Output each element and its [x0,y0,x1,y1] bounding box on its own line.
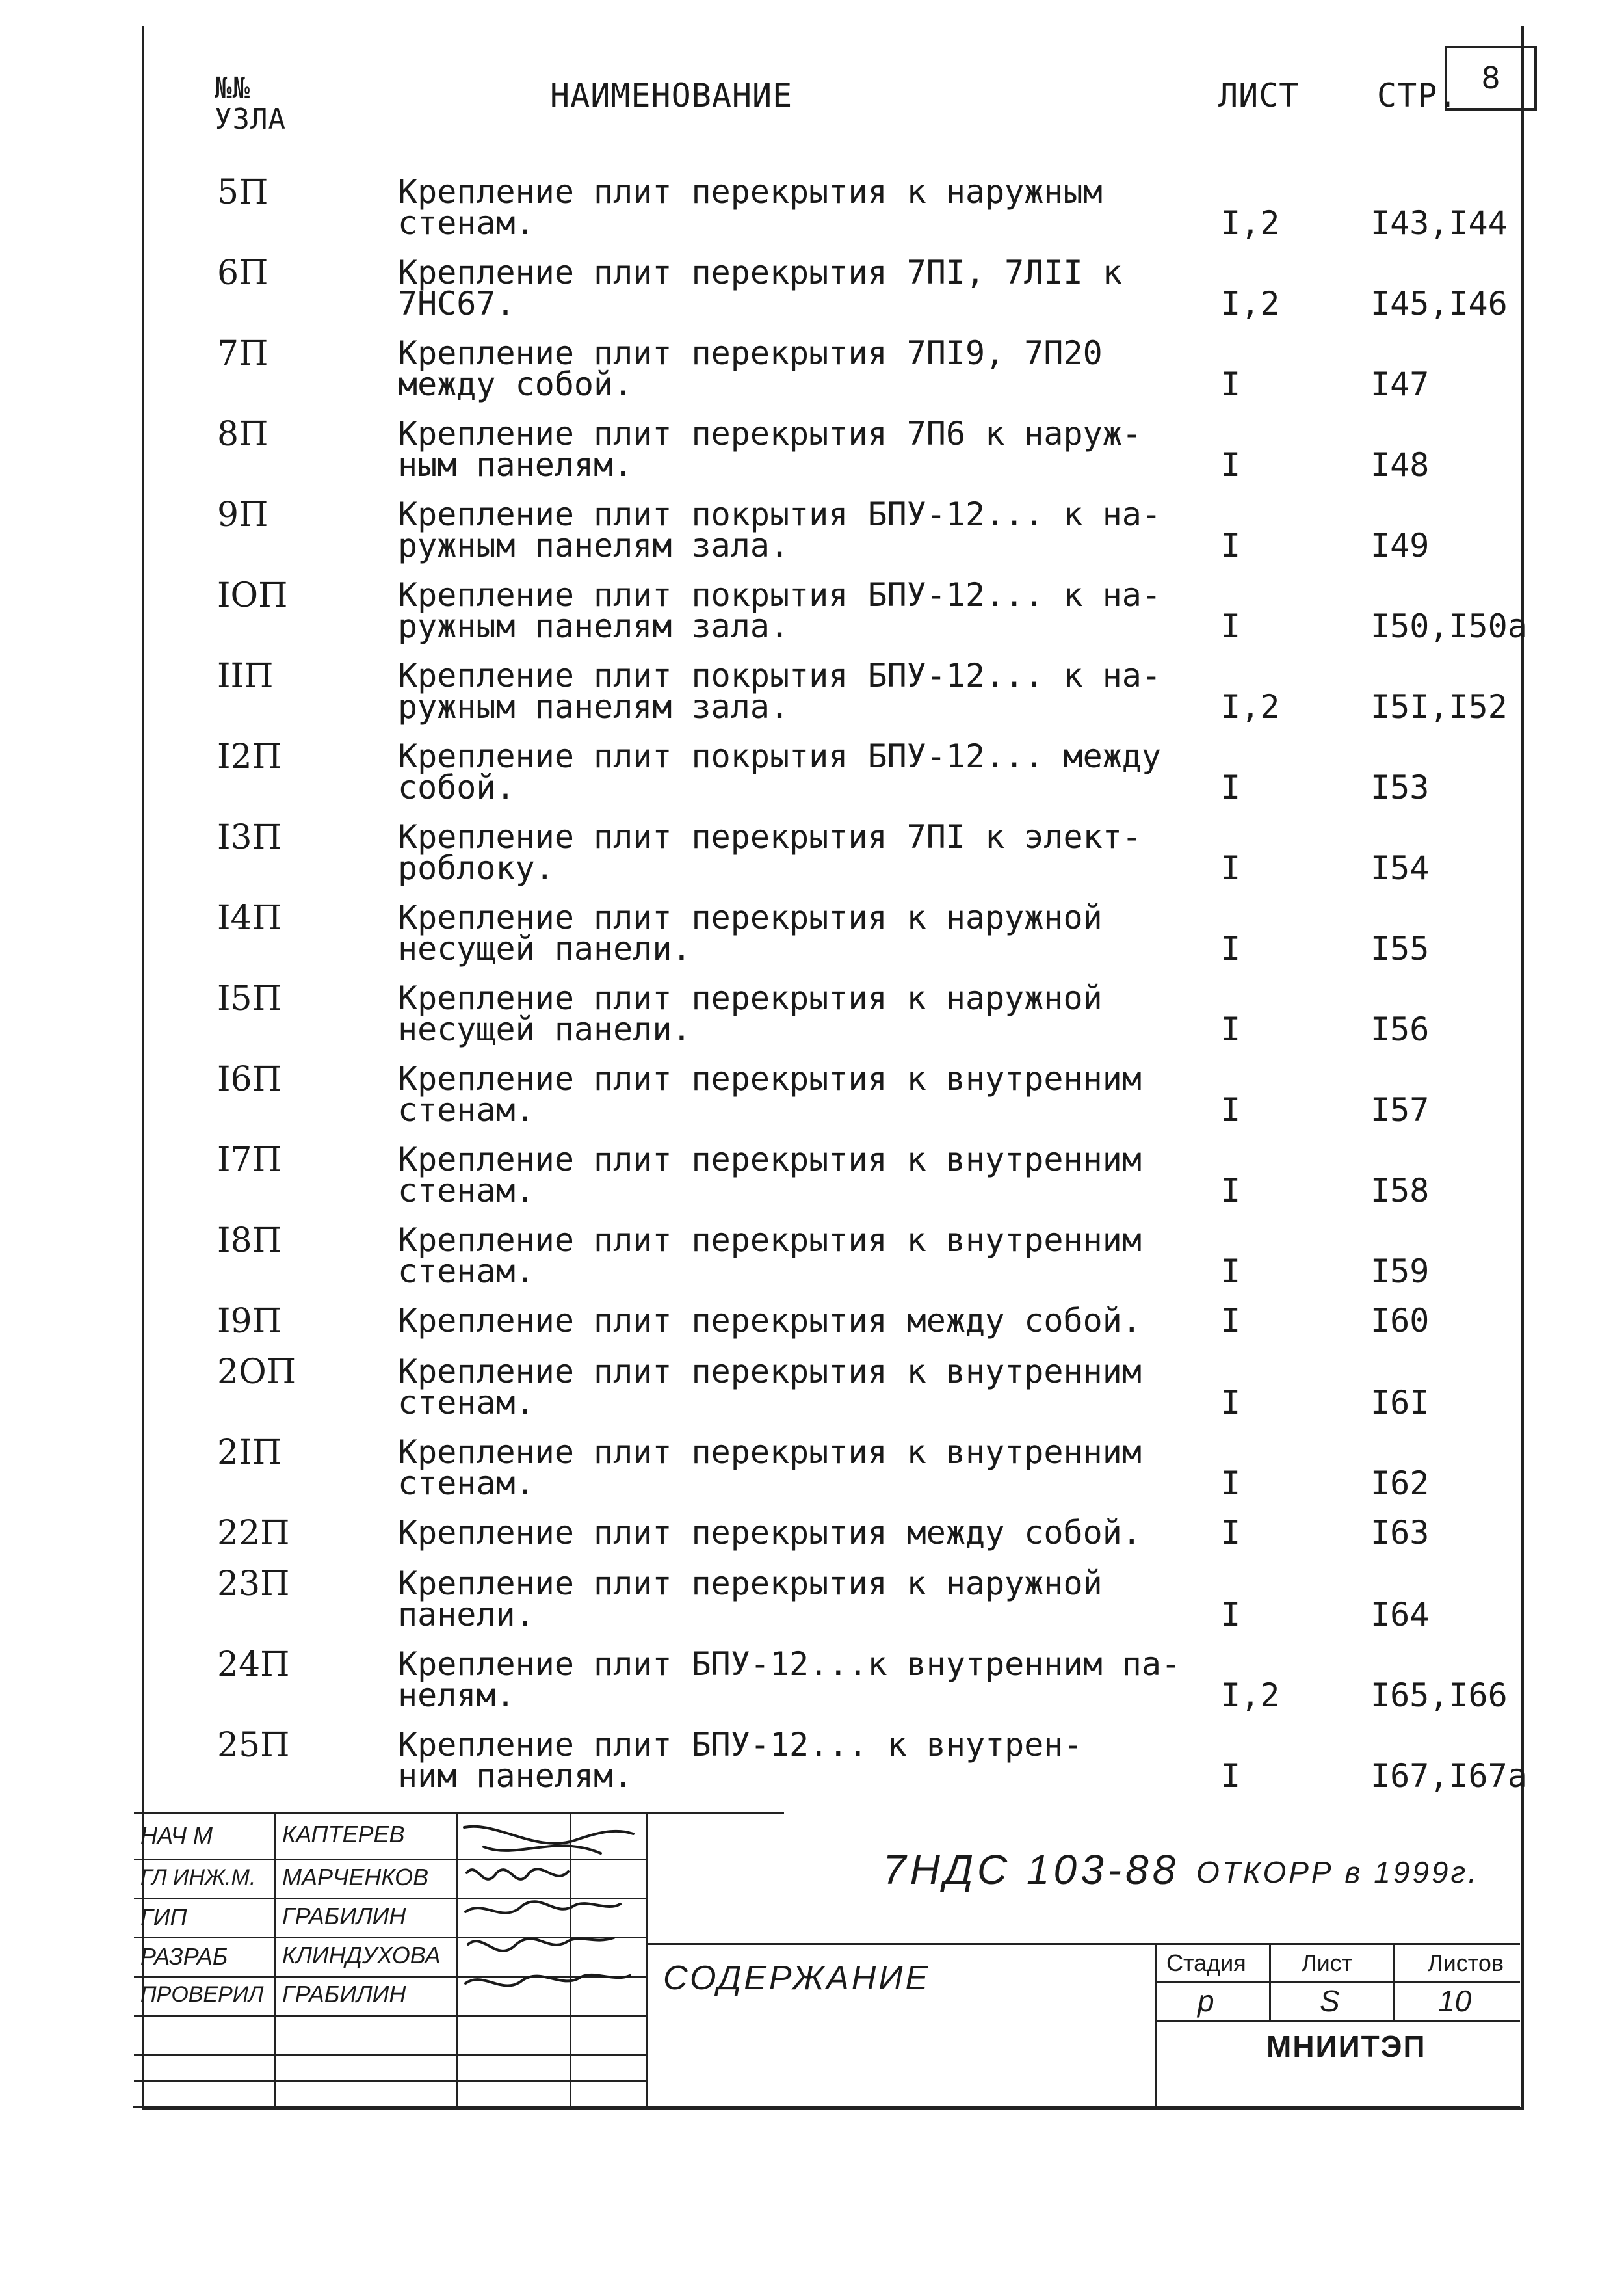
row-pages: I48 [1370,446,1430,484]
row-description-line2: 7НС67. [398,285,516,323]
node-number: I3П [217,818,282,857]
row-description-line1: Крепление плит перекрытия к внутренним [398,1433,1142,1471]
row-description-line2: ружным панелям зала. [398,688,790,726]
row-description-line1: Крепление плит БПУ-12...к внутренним па- [398,1645,1181,1683]
node-number: 23П [217,1565,290,1604]
node-number: I8П [217,1221,282,1260]
table-row [0,1221,1624,1299]
row-description-line1: Крепление плит покрытия БПУ-12... между [398,737,1161,775]
row-pages: I56 [1370,1011,1430,1048]
row-description-line1: Крепление плит перекрытия к внутренним [398,1221,1142,1259]
row-description-line2: собой. [398,769,516,806]
row-description-line2: стенам. [398,1464,535,1502]
row-description-line1: Крепление плит перекрытия к наружной [398,899,1103,936]
table-row [0,254,1624,332]
table-row [0,818,1624,896]
row-sheet: I [1221,1757,1241,1795]
row-sheet: I [1221,1011,1241,1048]
column-header-name: НАИМЕНОВАНИЕ [550,77,793,114]
correction-note: ОТКОРР в 1999г. [1196,1855,1479,1889]
row-sheet: I,2 [1221,285,1280,323]
table-row [0,657,1624,735]
row-pages: I63 [1370,1514,1430,1552]
node-number: 25П [217,1726,290,1765]
signature-scribbles [458,1814,653,2009]
table-row [0,496,1624,574]
role-gip: ГИП [140,1904,187,1931]
row-sheet: I [1221,607,1241,645]
row-description-line2: стенам. [398,1384,535,1422]
page-number: 8 [1445,46,1537,111]
document-title: СОДЕРЖАНИЕ [663,1959,931,1997]
row-sheet: I [1221,849,1241,887]
table-row [0,1433,1624,1511]
row-description-line2: нелям. [398,1676,516,1714]
row-pages: I54 [1370,849,1430,887]
row-description-line1: Крепление плит покрытия БПУ-12... к на- [398,657,1161,695]
row-sheet: I [1221,769,1241,806]
role-developer: РАЗРАБ [140,1943,228,1970]
node-number: 6П [217,254,268,293]
row-description-line2: стенам. [398,204,535,242]
stage-value: р [1198,1984,1214,2018]
row-sheet: I [1221,1302,1241,1340]
row-pages: I6I [1370,1384,1430,1422]
row-description-line2: ным панелям. [398,446,633,484]
table-row [0,1141,1624,1219]
row-pages: I50,I50a [1370,607,1527,645]
name-gip: ГРАБИЛИН [282,1903,406,1929]
row-sheet: I [1221,1384,1241,1422]
row-description-line2: несущей панели. [398,930,692,968]
row-pages: I65,I66 [1370,1676,1508,1714]
row-pages: I49 [1370,527,1430,564]
sheet-label: Лист [1302,1950,1353,1976]
signature-gip [465,1901,620,1912]
organization-name: МНИИТЭП [1266,2030,1426,2063]
row-description-line2: панели. [398,1596,535,1634]
row-sheet: I [1221,1596,1241,1634]
signature-checker [465,1975,630,1986]
node-number: I6П [217,1060,282,1099]
sheets-value: 10 [1438,1984,1472,2018]
table-row [0,1726,1624,1804]
signature-head [464,1827,633,1853]
stamp-header-line [1155,1981,1520,1983]
row-sheet: I [1221,365,1241,403]
node-number: 22П [217,1514,290,1553]
node-number: 9П [217,496,268,535]
row-description-line1: Крепление плит перекрытия к внутренним [398,1141,1142,1178]
row-description-line1: Крепление плит перекрытия 7П6 к наруж- [398,415,1142,453]
row-description-line2: стенам. [398,1091,535,1129]
table-row [0,1645,1624,1723]
table-row [0,173,1624,251]
row-description-line2: между собой. [398,365,633,403]
row-sheet: I [1221,1514,1241,1552]
role-checker: ПРОВЕРИЛ [140,1982,264,2007]
name-head: КАПТЕРЕВ [282,1821,405,1847]
column-header-sheet: ЛИСТ [1218,77,1300,114]
node-number: 2OП [217,1353,296,1392]
row-description-line1: Крепление плит перекрытия между собой. [398,1302,1142,1340]
row-description-line1: Крепление плит перекрытия между собой. [398,1514,1142,1552]
row-pages: I53 [1370,769,1430,806]
title-block-top-line [134,1812,784,1814]
row-sheet: I [1221,446,1241,484]
row-description-line1: Крепление плит перекрытия 7ПI к элект- [398,818,1142,856]
stamp-col-line [1393,1943,1395,2020]
row-sheet: I,2 [1221,688,1280,726]
row-pages: I45,I46 [1370,285,1508,323]
node-number: 5П [217,173,268,212]
stamp-col-line [1155,1943,1157,2106]
row-description-line1: Крепление плит перекрытия 7ПI, 7ЛII к [398,254,1122,291]
title-block-bottom-line [133,2106,1520,2108]
row-sheet: I [1221,1464,1241,1502]
table-row [0,737,1624,815]
row-description-line1: Крепление плит покрытия БПУ-12... к на- [398,576,1161,614]
row-description-line1: Крепление плит перекрытия к внутренним [398,1060,1142,1098]
row-description-line2: роблоку. [398,849,555,887]
row-description-line1: Крепление плит перекрытия 7ПI9, 7П20 [398,334,1103,372]
table-row [0,576,1624,654]
signature-developer [468,1938,614,1951]
column-header-page: СТР. [1377,77,1458,114]
node-number: 7П [217,334,268,373]
table-row [0,1060,1624,1138]
title-block-mid-line [648,1943,1520,1945]
node-number: I7П [217,1141,282,1180]
table-row [0,979,1624,1057]
row-description-line2: несущей панели. [398,1011,692,1048]
stamp-col-line [1269,1943,1271,2020]
row-pages: I64 [1370,1596,1430,1634]
row-pages: I67,I67a [1370,1757,1527,1795]
sheets-label: Листов [1428,1950,1504,1976]
table-row [0,899,1624,977]
table-row [0,415,1624,493]
node-number: 2IП [217,1433,282,1472]
column-header-node-no: №№ УЗЛА [215,72,286,136]
row-sheet: I [1221,1172,1241,1210]
row-sheet: I [1221,930,1241,968]
row-sheet: I,2 [1221,204,1280,242]
row-description-line2: ружным панелям зала. [398,607,790,645]
node-number: I4П [217,899,282,938]
sheet-value: S [1320,1984,1340,2018]
row-pages: I47 [1370,365,1430,403]
signature-chief-engineer [467,1869,568,1879]
row-description-line2: ним панелям. [398,1757,633,1795]
row-sheet: I,2 [1221,1676,1280,1714]
stamp-values-line [1155,2020,1520,2022]
row-sheet: I [1221,527,1241,564]
table-row [0,1353,1624,1431]
row-pages: I60 [1370,1302,1430,1340]
name-checker: ГРАБИЛИН [282,1981,406,2007]
row-description-line1: Крепление плит БПУ-12... к внутрен- [398,1726,1083,1764]
row-description-line1: Крепление плит перекрытия к внутренним [398,1353,1142,1390]
node-number: IOП [217,576,288,615]
node-number: I5П [217,979,282,1018]
project-code: 7НДС 103-88 [883,1846,1180,1893]
role-head: НАЧ М [140,1822,213,1849]
row-description-line2: стенам. [398,1252,535,1290]
role-chief-engineer: ГЛ ИНЖ.М. [140,1865,256,1890]
row-pages: I43,I44 [1370,204,1508,242]
sign-col-line [274,1812,276,2106]
row-description-line2: стенам. [398,1172,535,1210]
row-description-line1: Крепление плит покрытия БПУ-12... к на- [398,496,1161,533]
row-pages: I57 [1370,1091,1430,1129]
stage-label: Стадия [1166,1950,1246,1976]
node-number: 8П [217,415,268,454]
row-pages: I55 [1370,930,1430,968]
row-pages: I59 [1370,1252,1430,1290]
row-sheet: I [1221,1252,1241,1290]
row-description-line1: Крепление плит перекрытия к наружной [398,979,1103,1017]
table-row [0,334,1624,412]
row-pages: I58 [1370,1172,1430,1210]
row-description-line1: Крепление плит перекрытия к наружным [398,173,1103,211]
row-sheet: I [1221,1091,1241,1129]
row-description-line1: Крепление плит перекрытия к наружной [398,1565,1103,1602]
row-pages: I62 [1370,1464,1430,1502]
row-pages: I5I,I52 [1370,688,1508,726]
name-developer: КЛИНДУХОВА [282,1942,441,1968]
table-row [0,1565,1624,1643]
node-number: IIП [217,657,274,696]
node-number: 24П [217,1645,290,1684]
node-number: I2П [217,737,282,776]
row-description-line2: ружным панелям зала. [398,527,790,564]
name-chief-engineer: МАРЧЕНКОВ [282,1864,429,1890]
node-number: I9П [217,1302,282,1341]
